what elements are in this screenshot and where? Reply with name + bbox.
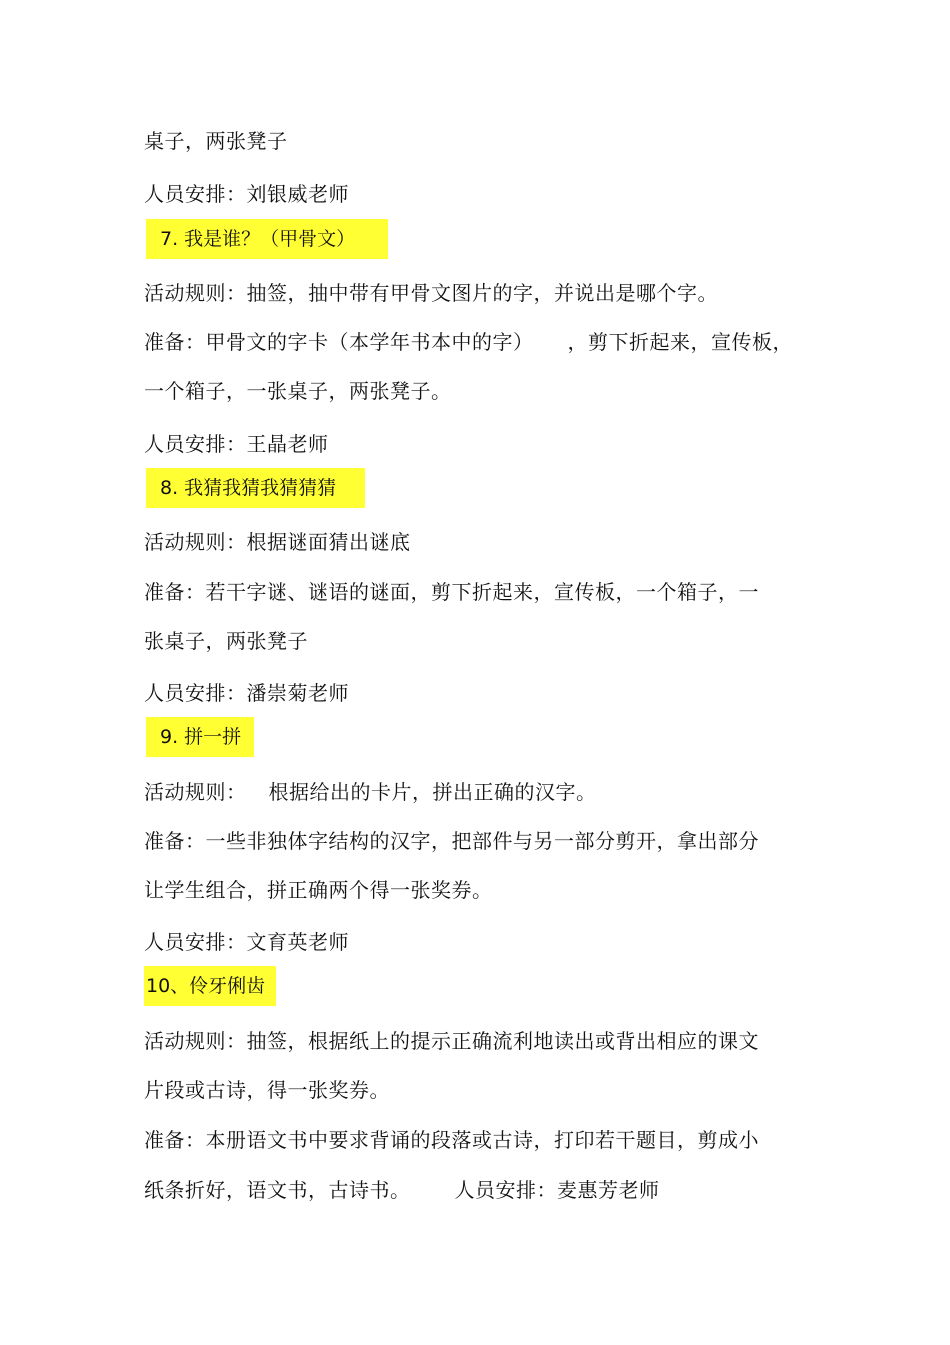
staff-line: 人员安排：文育英老师 xyxy=(144,930,349,954)
rule-line: 活动规则：抽签，抽中带有甲骨文图片的字，并说出是哪个字。 xyxy=(144,281,718,305)
text-line: 让学生组合，拼正确两个得一张奖券。 xyxy=(144,878,493,902)
staff-line: 人员安排：潘崇菊老师 xyxy=(144,681,349,705)
section-heading-8: 8. 我猜我猜我猜猜猜 xyxy=(146,468,365,508)
text-line: 桌子，两张凳子 xyxy=(144,129,288,153)
prep-line-part-1: 纸条折好，语文书，古诗书。 xyxy=(144,1178,411,1202)
staff-inline: 人员安排：麦惠芳老师 xyxy=(454,1178,660,1202)
staff-line: 人员安排：刘银威老师 xyxy=(144,182,349,206)
rule-line: 活动规则：抽签，根据纸上的提示正确流利地读出或背出相应的课文 xyxy=(144,1029,759,1053)
prep-line: 准备：一些非独体字结构的汉字，把部件与另一部分剪开，拿出部分 xyxy=(144,829,759,853)
rule-text: 根据给出的卡片，拼出正确的汉字。 xyxy=(268,780,597,804)
rule-line: 活动规则：根据谜面猜出谜底 xyxy=(144,530,411,554)
prep-line xyxy=(144,1176,660,1204)
prep-line: 准备：若干字谜、谜语的谜面，剪下折起来，宣传板，一个箱子，一 xyxy=(144,580,759,604)
staff-line: 人员安排：王晶老师 xyxy=(144,432,329,456)
rule-label: 活动规则： xyxy=(144,780,247,804)
section-heading-10: 10、伶牙俐齿 xyxy=(144,966,276,1006)
section-heading-7: 7. 我是谁？（甲骨文） xyxy=(146,219,388,259)
text-line: 片段或古诗，得一张奖券。 xyxy=(144,1078,390,1102)
section-heading-9: 9. 拼一拼 xyxy=(146,717,254,757)
text-line: 一个箱子，一张桌子，两张凳子。 xyxy=(144,379,452,403)
text-line: 张桌子，两张凳子 xyxy=(144,629,308,653)
prep-line xyxy=(144,328,793,356)
prep-line-part-1: 准备：甲骨文的字卡（本学年书本中的字） xyxy=(144,330,534,354)
prep-line-part-2: ，剪下折起来，宣传板， xyxy=(567,330,793,354)
rule-line xyxy=(144,778,597,806)
prep-line: 准备：本册语文书中要求背诵的段落或古诗，打印若干题目，剪成小 xyxy=(144,1128,759,1152)
